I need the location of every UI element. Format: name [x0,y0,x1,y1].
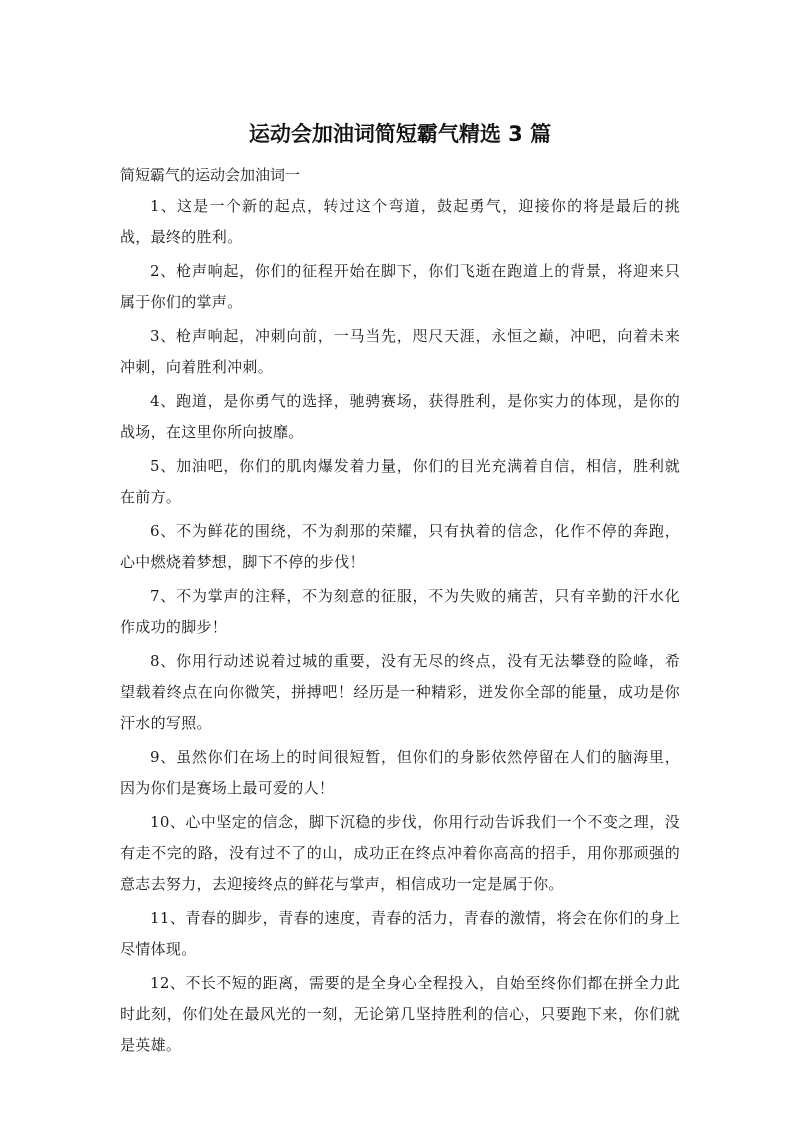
paragraph-3: 3、枪声响起，冲刺向前，一马当先，咫尺天涯，永恒之巅，冲吧，向着未来冲刺，向着胜利冲刺。 [120,327,680,376]
paragraph-4: 4、跑道，是你勇气的选择，驰骋赛场，获得胜利，是你实力的体现，是你的战场，在这里你所向披靡。 [120,392,680,441]
paragraph-1: 1、这是一个新的起点，转过这个弯道，鼓起勇气，迎接你的将是最后的挑战，最终的胜利。 [120,197,680,246]
paragraph-8: 8、你用行动述说着过城的重要，没有无尽的终点，没有无法攀登的险峰，希望载着终点在向你微笑，拼搏吧！经历是一种精彩，迸发你全部的能量，成功是你汗水的写照。 [120,652,680,732]
document-page [120,118,680,1064]
document-title: 运动会加油词简短霸气精选 3 篇 [248,122,552,146]
paragraph-12: 12、不长不短的距离，需要的是全身心全程投入，自始至终你们都在拼全力此时此刻，你们处在最风光的一刻，无论第几坚持胜利的信心，只要跑下来，你们就是英雄。 [120,974,680,1054]
section-subtitle: 简短霸气的运动会加油词一 [120,166,301,184]
paragraph-5: 5、加油吧，你们的肌肉爆发着力量，你们的目光充满着自信，相信，胜利就在前方。 [120,457,680,506]
paragraph-2: 2、枪声响起，你们的征程开始在脚下，你们飞逝在跑道上的背景，将迎来只属于你们的掌声。 [120,262,680,311]
paragraph-11: 11、青春的脚步，青春的速度，青春的活力，青春的激情，将会在你们的身上尽情体现。 [120,909,680,958]
paragraph-6: 6、不为鲜花的围绕，不为刹那的荣耀，只有执着的信念，化作不停的奔跑，心中燃烧着梦想，脚下不停的步伐！ [120,522,680,571]
paragraph-7: 7、不为掌声的注释，不为刻意的征服，不为失败的痛苦，只有辛勤的汗水化作成功的脚步！ [120,587,680,636]
paragraph-10: 10、心中坚定的信念，脚下沉稳的步伐，你用行动告诉我们一个不变之理，没有走不完的路，没有过不了的山，成功正在终点冲着你高高的招手，用你那顽强的意志去努力，去迎接终点的鲜花与掌声，相信成功一定是属于你。 [120,813,680,893]
paragraph-9: 9、虽然你们在场上的时间很短暂，但你们的身影依然停留在人们的脑海里，因为你们是赛场上最可爱的人！ [120,748,680,797]
